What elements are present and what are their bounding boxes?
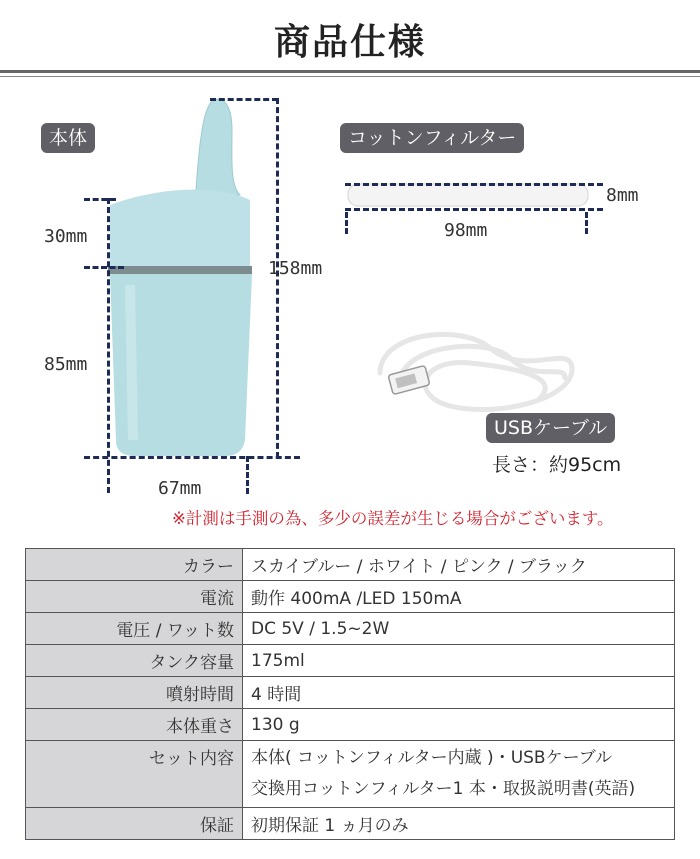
spec-row	[26, 709, 675, 741]
spec-value: 初期保証 1 ヵ月のみ	[243, 808, 675, 840]
spec-key: 噴射時間	[26, 677, 243, 709]
title-rule-thin	[0, 76, 700, 77]
dim-line-filter-left	[345, 212, 348, 234]
dim-line-left	[107, 198, 110, 493]
spec-value-line: 交換用コットンフィルター1 本・取扱説明書(英語)	[251, 779, 636, 799]
spec-key: 電圧 / ワット数	[26, 613, 243, 645]
spec-value: 4 時間	[243, 677, 675, 709]
spec-value: 動作 400mA /LED 150mA	[243, 581, 675, 613]
spec-value: 175ml	[243, 645, 675, 677]
dim-line-filter-right	[585, 212, 588, 234]
spec-key: タンク容量	[26, 645, 243, 677]
dim-line-bottom	[84, 456, 300, 459]
spec-key: セット内容	[26, 741, 243, 808]
dim-line-filter-bottom	[345, 208, 603, 211]
humidifier-illustration	[0, 90, 323, 510]
spec-row	[26, 549, 675, 581]
dim-filter-length: 98mm	[444, 220, 488, 241]
filter-tag: コットンフィルター	[340, 123, 524, 153]
dim-line-filter-top	[345, 183, 603, 186]
spec-row	[26, 613, 675, 645]
dim-filter-diameter: 8mm	[606, 185, 639, 206]
spec-value: 130 g	[243, 709, 675, 741]
spec-row	[26, 808, 675, 840]
dim-line-top	[210, 98, 278, 101]
dim-lower-height: 85mm	[44, 354, 88, 375]
dim-line-body-top	[84, 198, 116, 201]
page-title: 商品仕様	[273, 22, 426, 63]
spec-key: 保証	[26, 808, 243, 840]
spec-key: 本体重さ	[26, 709, 243, 741]
measurement-note: ※計測は手測の為、多少の誤差が生じる場合がございます。	[172, 509, 614, 528]
spec-value-line: 本体( コットンフィルター内蔵 )・USBケーブル	[251, 748, 613, 768]
spec-row	[26, 645, 675, 677]
spec-value	[243, 741, 675, 808]
dim-line-band	[84, 266, 124, 269]
spec-row	[26, 677, 675, 709]
usb-cable-tag: USBケーブル	[486, 413, 615, 443]
dim-line-right-edge	[246, 456, 249, 494]
dim-width: 67mm	[158, 478, 202, 499]
body-tag: 本体	[41, 123, 95, 153]
title-rule	[0, 70, 700, 73]
spec-table	[25, 548, 675, 840]
spec-row	[26, 581, 675, 613]
usb-cable-illustration	[340, 318, 600, 428]
cable-length: 長さ：約95cm	[492, 454, 622, 476]
spec-row	[26, 741, 675, 808]
spec-key: カラー	[26, 549, 243, 581]
dim-total-height: 158mm	[268, 258, 323, 279]
spec-value: スカイブルー / ホワイト / ピンク / ブラック	[243, 549, 675, 581]
spec-value: DC 5V / 1.5~2W	[243, 613, 675, 645]
dim-top-height: 30mm	[44, 226, 88, 247]
spec-key: 電流	[26, 581, 243, 613]
